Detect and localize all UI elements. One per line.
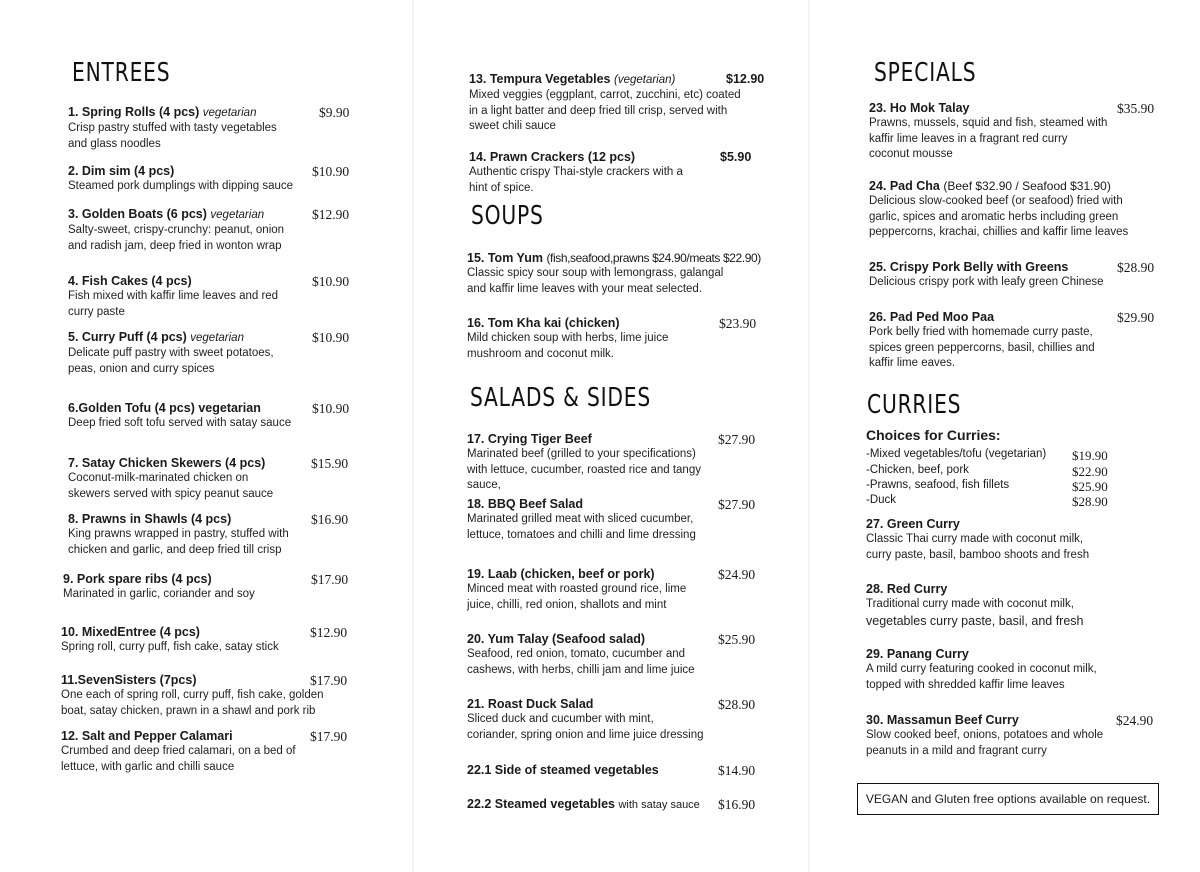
item-name: 2. Dim sim (4 pcs) <box>68 164 175 178</box>
curry-choice: -Duck $28.90 <box>866 494 1108 509</box>
menu-item <box>467 497 767 543</box>
item-desc: skewers served with spicy peanut sauce <box>68 487 274 500</box>
item-desc: sweet chili sauce <box>469 120 556 133</box>
item-price: $17.90 <box>310 673 348 688</box>
menu-item <box>467 697 767 743</box>
item-desc: Mild chicken soup with herbs, lime juice <box>467 332 669 344</box>
item-price-options: (fish,seafood,prawns $24.90/meats $22.90) <box>546 251 761 265</box>
item-desc: and kaffir lime leaves with your meat selected. <box>467 282 703 295</box>
menu-item <box>61 625 348 656</box>
item-name: 12. Salt and Pepper Calamari <box>61 729 233 743</box>
item-note: vegetarian <box>190 332 244 344</box>
item-price: $12.90 <box>310 625 348 640</box>
menu-item <box>869 260 1159 291</box>
item-price: $5.90 <box>720 150 752 164</box>
item-desc: Delicious slow-cooked beef (or seafood) fried with <box>869 195 1123 207</box>
item-desc: Prawns, mussels, squid and fish, steamed with <box>869 117 1108 129</box>
item-name: 29. Panang Curry <box>866 647 969 661</box>
item-note: (vegetarian) <box>613 74 676 86</box>
item-price: $17.90 <box>311 572 349 587</box>
item-name: 13. Tempura Vegetables <box>469 72 611 86</box>
item-price: $10.90 <box>312 401 350 416</box>
item-name: 10. MixedEntree (4 pcs) <box>61 625 200 639</box>
item-name: 1. Spring Rolls (4 pcs) <box>68 105 200 119</box>
item-desc: in a light batter and deep fried till crisp, served with <box>469 104 728 117</box>
item-desc: Marinated grilled meat with sliced cucumber, <box>467 513 694 525</box>
item-desc: Fish mixed with kaffir lime leaves and red <box>68 290 279 302</box>
item-desc: sauce, <box>467 479 501 492</box>
item-desc: Deep fried soft tofu served with satay sauce <box>68 417 292 429</box>
item-desc: peanuts in a mild and fragrant curry <box>866 744 1047 757</box>
item-desc: Salty-sweet, crispy-crunchy: peanut, onion <box>68 224 285 236</box>
curries-heading: CURRIES <box>867 390 962 420</box>
item-name: 8. Prawns in Shawls (4 pcs) <box>68 512 232 526</box>
item-desc: coconut mousse <box>869 148 953 161</box>
item-desc: Classic spicy sour soup with lemongrass, galangal <box>467 267 724 279</box>
item-name: 22.1 Side of steamed vegetables <box>467 763 659 777</box>
item-price: $27.90 <box>718 497 756 512</box>
item-desc: Minced meat with roasted ground rice, lime <box>467 583 687 595</box>
item-desc: Delicious crispy pork with leafy green Chinese <box>869 276 1104 288</box>
item-name: 17. Crying Tiger Beef <box>467 432 592 446</box>
menu-item <box>68 401 348 432</box>
item-name: 23. Ho Mok Talay <box>869 101 970 115</box>
item-name: 26. Pad Ped Moo Paa <box>869 310 995 324</box>
menu-item <box>869 179 1159 241</box>
item-price: $12.90 <box>726 72 765 86</box>
item-name: 25. Crispy Pork Belly with Greens <box>869 260 1069 274</box>
item-name: 7. Satay Chicken Skewers (4 pcs) <box>68 456 266 470</box>
item-price: $9.90 <box>319 105 350 120</box>
menu-item <box>467 763 767 778</box>
item-name: 11.SevenSisters (7pcs) <box>61 673 197 687</box>
item-price-options: (Beef $32.90 / Seafood $31.90) <box>943 179 1111 193</box>
curry-choice: -Mixed vegetables/tofu (vegetarian) $19.90 <box>866 448 1108 463</box>
item-price: $17.90 <box>310 729 348 744</box>
item-desc: Marinated beef (grilled to your specifications) <box>467 448 696 460</box>
item-desc: garlic, spices and aromatic herbs including green <box>869 210 1119 223</box>
item-price: $28.90 <box>1117 260 1155 275</box>
item-name: 16. Tom Kha kai (chicken) <box>467 316 620 330</box>
item-desc: Delicate puff pastry with sweet potatoes, <box>68 347 274 359</box>
item-desc: Crumbed and deep fried calamari, on a bed of <box>61 745 296 757</box>
dietary-notice-box <box>857 783 1159 815</box>
menu-item <box>467 797 767 813</box>
item-desc: A mild curry featuring cooked in coconut milk, <box>866 663 1097 675</box>
menu-item <box>866 713 1156 759</box>
item-desc: lettuce, tomatoes and chilli and lime dressing <box>467 528 696 541</box>
item-desc: Steamed pork dumplings with dipping sauce <box>68 180 294 192</box>
item-name: 6.Golden Tofu (4 pcs) vegetarian <box>68 401 261 415</box>
item-price: $24.90 <box>1116 713 1154 728</box>
item-price: $15.90 <box>311 456 349 471</box>
item-price: $28.90 <box>718 697 756 712</box>
item-desc: Spring roll, curry puff, fish cake, satay stick <box>61 641 279 653</box>
item-name: 4. Fish Cakes (4 pcs) <box>68 274 192 288</box>
item-price: $23.90 <box>719 316 757 331</box>
item-desc: Crisp pastry stuffed with tasty vegetables <box>68 122 277 134</box>
item-desc: Coconut-milk-marinated chicken on <box>68 472 249 484</box>
item-desc: kaffir lime leaves in a fragrant red curry <box>869 132 1068 145</box>
menu-item <box>68 207 348 254</box>
item-desc: Seafood, red onion, tomato, cucumber and <box>467 648 686 660</box>
item-desc: spices green peppercorns, basil, chillies and <box>869 341 1095 354</box>
item-desc: One each of spring roll, curry puff, fish cake, golden <box>61 689 324 701</box>
dietary-notice-text: VEGAN and Gluten free options available on request. <box>865 792 1151 806</box>
menu-item <box>63 572 348 603</box>
item-desc: Slow cooked beef, onions, potatoes and whole <box>866 729 1104 741</box>
item-name: 21. Roast Duck Salad <box>467 697 594 711</box>
item-desc: Sliced duck and cucumber with mint, <box>467 713 654 725</box>
item-price: $25.90 <box>718 632 756 647</box>
item-desc: mushroom and coconut milk. <box>467 347 615 360</box>
menu-item <box>869 310 1159 372</box>
item-desc: King prawns wrapped in pastry, stuffed with <box>68 528 289 540</box>
item-name: 18. BBQ Beef Salad <box>467 497 584 511</box>
item-price: $10.90 <box>312 274 350 289</box>
menu-item <box>61 729 348 775</box>
item-note: vegetarian <box>210 209 265 221</box>
item-price: $10.90 <box>312 330 350 345</box>
item-desc: Traditional curry made with coconut milk, <box>866 598 1074 610</box>
menu-item <box>866 647 1156 693</box>
item-name: 20. Yum Talay (Seafood salad) <box>467 632 646 646</box>
item-desc: topped with shredded kaffir lime leaves <box>866 678 1065 691</box>
specials-heading: SPECIALS <box>874 58 977 88</box>
menu-item <box>68 164 348 195</box>
item-name: 27. Green Curry <box>866 517 960 531</box>
menu-item <box>68 456 348 502</box>
item-desc: and glass noodles <box>68 137 161 150</box>
item-note: vegetarian <box>202 107 257 119</box>
item-price: $16.90 <box>718 797 756 812</box>
menu-item <box>467 632 767 678</box>
item-desc: peppercorns, krachai, chillies and kaffir lime leaves <box>869 226 1129 239</box>
menu-item <box>469 72 769 135</box>
item-name: 22.2 Steamed vegetables <box>467 797 615 811</box>
item-name: 5. Curry Puff (4 pcs) <box>68 330 187 344</box>
item-name: 3. Golden Boats (6 pcs) <box>68 207 207 221</box>
menu-item <box>68 105 348 152</box>
item-desc: Classic Thai curry made with coconut milk, <box>866 533 1084 545</box>
item-desc: cashews, with herbs, chilli jam and lime juice <box>467 663 695 676</box>
menu-item <box>866 517 1156 563</box>
item-price: $14.90 <box>718 763 756 778</box>
curry-choice: -Chicken, beef, pork $22.90 <box>866 464 1108 479</box>
curry-choice: -Prawns, seafood, fish fillets $25.90 <box>866 479 1108 494</box>
item-desc: and radish jam, deep fried in wonton wrap <box>68 239 282 252</box>
item-desc: Mixed veggies (eggplant, carrot, zucchini, etc) coated <box>469 89 741 101</box>
item-desc: boat, satay chicken, prawn in a shawl and pork rib <box>61 704 316 717</box>
item-desc: peas, onion and curry spices <box>68 362 215 375</box>
item-desc: juice, chilli, red onion, shallots and mint <box>467 598 667 611</box>
item-note: with satay sauce <box>618 799 700 811</box>
item-desc: Pork belly fried with homemade curry paste, <box>869 326 1093 338</box>
item-desc: curry paste <box>68 305 125 318</box>
item-name: 30. Massamun Beef Curry <box>866 713 1019 727</box>
item-price: $12.90 <box>312 207 350 222</box>
item-price: $16.90 <box>311 512 349 527</box>
item-name: 15. Tom Yum <box>467 251 543 265</box>
item-desc: kaffir lime eaves. <box>869 357 956 370</box>
menu-item <box>467 316 767 362</box>
soups-heading: SOUPS <box>471 201 544 231</box>
item-price: $35.90 <box>1117 101 1155 116</box>
menu-item <box>469 150 769 196</box>
menu-item <box>61 673 348 719</box>
menu-item <box>866 582 1156 630</box>
item-name: 14. Prawn Crackers (12 pcs) <box>469 150 636 164</box>
salads-heading: SALADS & SIDES <box>470 383 652 413</box>
item-desc: coriander, spring onion and lime juice dressing <box>467 728 704 741</box>
item-desc: chicken and garlic, and deep fried till crisp <box>68 543 282 556</box>
item-name: 28. Red Curry <box>866 582 948 596</box>
item-desc: curry paste, basil, bamboo shoots and fresh <box>866 548 1090 561</box>
curry-choices-title: Choices for Curries: <box>866 427 1001 443</box>
item-desc: with lettuce, cucumber, roasted rice and tangy <box>467 463 701 476</box>
item-price: $10.90 <box>312 164 350 179</box>
menu-item <box>68 274 348 320</box>
item-price: $27.90 <box>718 432 756 447</box>
item-desc: Authentic crispy Thai-style crackers with a <box>469 166 683 178</box>
item-name: 9. Pork spare ribs (4 pcs) <box>63 572 212 586</box>
item-price: $29.90 <box>1117 310 1155 325</box>
item-name: 24. Pad Cha <box>869 179 940 193</box>
menu-item <box>869 101 1159 163</box>
item-desc: hint of spice. <box>469 181 534 194</box>
menu-item <box>467 567 767 613</box>
entrees-heading: ENTREES <box>72 58 171 88</box>
menu-item <box>467 432 767 494</box>
menu-item <box>68 512 348 558</box>
menu-item <box>68 330 348 377</box>
item-name: 19. Laab (chicken, beef or pork) <box>467 567 655 581</box>
item-desc: lettuce, with garlic and chilli sauce <box>61 760 235 773</box>
menu-item <box>467 251 767 297</box>
item-desc: vegetables curry paste, basil, and fresh <box>866 613 1084 628</box>
item-desc: Marinated in garlic, coriander and soy <box>63 588 255 600</box>
item-price: $24.90 <box>718 567 756 582</box>
